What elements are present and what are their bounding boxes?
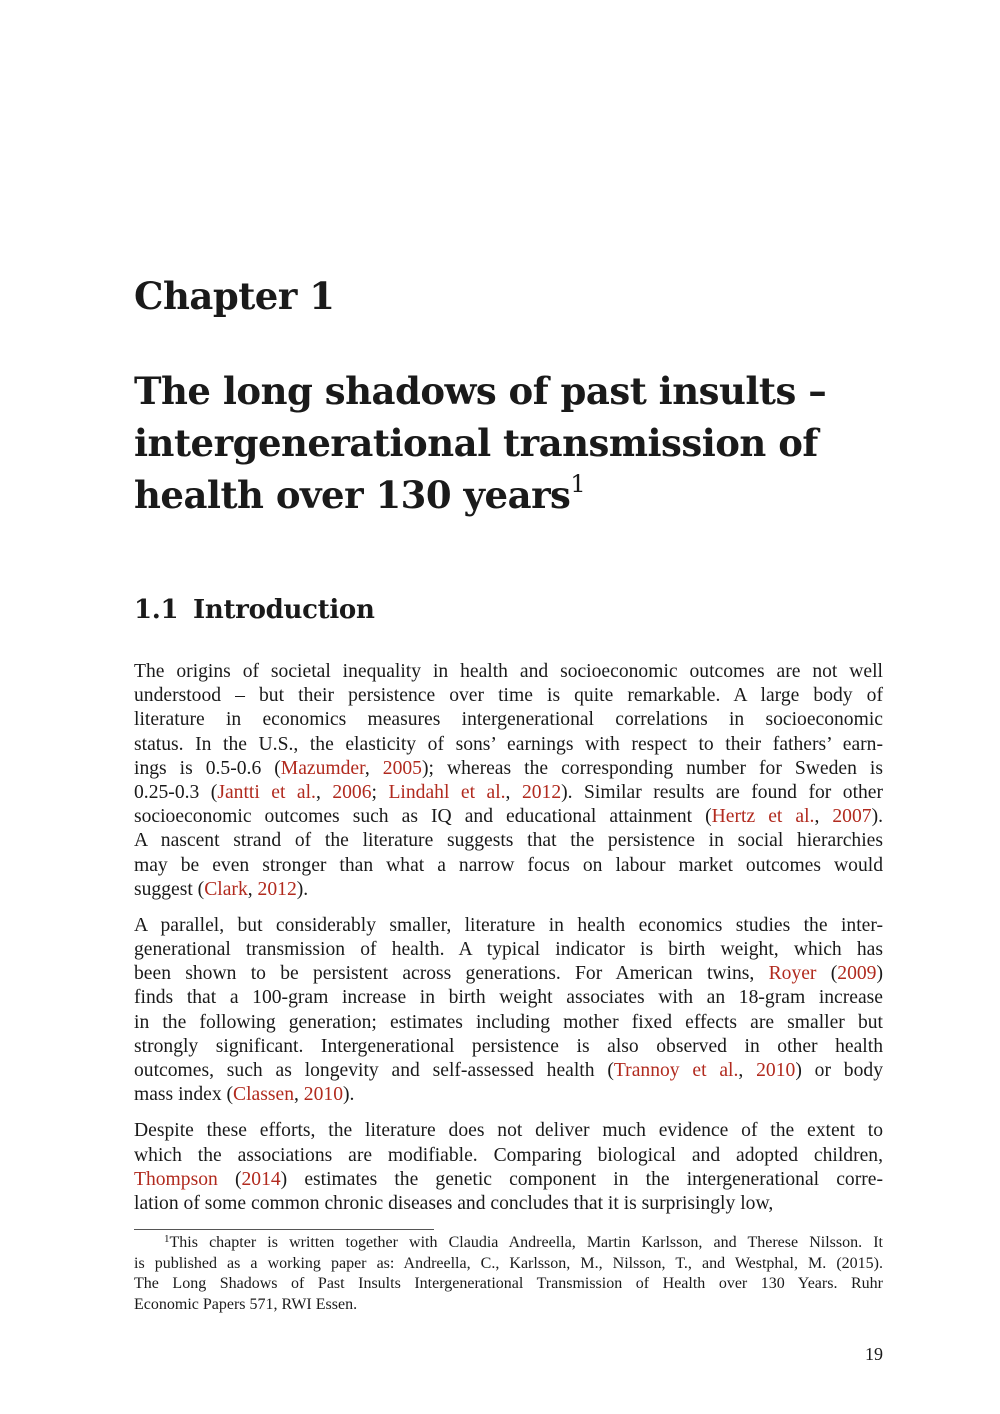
chapter-footnote-mark[interactable]: 1 bbox=[570, 470, 586, 498]
citation-link[interactable]: 2012 bbox=[257, 878, 297, 900]
citation-link[interactable]: 2009 bbox=[837, 963, 877, 985]
text-run: finds that a 100-gram increase in birth weight associates with an 18-gram increase bbox=[134, 987, 883, 1009]
text-run: 0.25-0.3 ( bbox=[134, 781, 218, 803]
citation-link[interactable]: 2010 bbox=[756, 1060, 796, 1081]
paragraph bbox=[134, 660, 883, 902]
text-line bbox=[134, 757, 883, 781]
chapter-title-line bbox=[134, 469, 883, 521]
paragraph bbox=[134, 914, 883, 1108]
text-run: , bbox=[364, 757, 383, 779]
text-line bbox=[134, 1083, 883, 1107]
text-line bbox=[134, 1059, 883, 1083]
citation-link[interactable]: Jantti et al. bbox=[217, 781, 316, 803]
text-line bbox=[134, 1119, 883, 1143]
footnote-divider bbox=[134, 1229, 434, 1230]
citation-link[interactable]: Royer bbox=[768, 963, 817, 985]
text-line bbox=[134, 1011, 883, 1035]
text-run: strongly significant. Intergenerational persistence is also observed in other health bbox=[134, 1035, 883, 1057]
paragraph bbox=[134, 1119, 883, 1216]
text-run: ). bbox=[342, 1084, 355, 1106]
text-run: , bbox=[247, 878, 258, 900]
section-heading bbox=[134, 592, 375, 628]
text-run: mass index ( bbox=[134, 1084, 234, 1106]
text-run: Despite these efforts, the literature does not deliver much evidence of the extent to bbox=[134, 1120, 883, 1142]
citation-link[interactable]: 2007 bbox=[832, 806, 872, 828]
text-run: may be even stronger than what a narrow focus on labour market outcomes would bbox=[134, 854, 883, 876]
text-run: , bbox=[294, 1084, 304, 1106]
citation-link[interactable]: 2005 bbox=[382, 757, 422, 779]
footnote-line bbox=[134, 1233, 883, 1254]
text-line bbox=[134, 684, 883, 708]
chapter-title-line: intergenerational transmission of bbox=[134, 421, 818, 465]
chapter-title-line-text: health over 130 years bbox=[134, 473, 571, 517]
citation-link[interactable]: Thompson bbox=[134, 1168, 218, 1190]
citation-link[interactable]: Lindahl et al. bbox=[388, 781, 506, 803]
text-run: lation of some common chronic diseases and concludes that it is surprisingly low, bbox=[134, 1192, 774, 1214]
text-line bbox=[134, 986, 883, 1010]
text-run: A parallel, but considerably smaller, literature in health economics studies the inter- bbox=[134, 914, 883, 936]
text-line bbox=[134, 878, 883, 902]
text-run: been shown to be persistent across generations. For American twins, bbox=[134, 963, 769, 985]
text-line bbox=[134, 1035, 883, 1059]
text-run: generational transmission of health. A typical indicator is birth weight, which has bbox=[134, 939, 883, 961]
footnote-line-text: This chapter is written together with Claudia Andreella, Martin Karlsson, and Therese Nilsson. It bbox=[169, 1234, 883, 1251]
text-run: ). bbox=[871, 806, 883, 828]
citation-link[interactable]: Classen bbox=[233, 1084, 294, 1106]
text-line bbox=[134, 781, 883, 805]
body-text bbox=[134, 660, 883, 1228]
citation-link[interactable]: Hertz et al. bbox=[711, 806, 815, 828]
text-run: ( bbox=[217, 1168, 242, 1190]
citation-link[interactable]: 2006 bbox=[332, 781, 372, 803]
text-run: ) bbox=[876, 963, 883, 985]
text-run: A nascent strand of the literature suggests that the persistence in social hierarchies bbox=[134, 830, 883, 852]
chapter-title bbox=[134, 365, 883, 521]
citation-link[interactable]: Clark bbox=[204, 878, 248, 900]
text-run: , bbox=[814, 806, 833, 828]
text-run: ). Similar results are found for other bbox=[561, 781, 884, 803]
text-run: suggest ( bbox=[134, 878, 205, 900]
text-line bbox=[134, 914, 883, 938]
text-run: outcomes, such as longevity and self-assessed health ( bbox=[134, 1060, 614, 1081]
text-run: in the following generation; estimates including mother fixed effects are smaller but bbox=[134, 1011, 883, 1033]
text-run: ) or body bbox=[795, 1060, 883, 1081]
text-run: ; bbox=[371, 781, 389, 803]
text-line bbox=[134, 962, 883, 986]
citation-link[interactable]: 2010 bbox=[303, 1084, 343, 1106]
citation-link[interactable]: Mazumder bbox=[280, 757, 365, 779]
text-run: socioeconomic outcomes such as IQ and educational attainment ( bbox=[134, 806, 712, 828]
text-line bbox=[134, 708, 883, 732]
page-number: 19 bbox=[865, 1344, 883, 1364]
text-line bbox=[134, 1168, 883, 1192]
footnote bbox=[134, 1233, 883, 1315]
text-run: ). bbox=[296, 878, 309, 900]
text-line bbox=[134, 854, 883, 878]
text-line bbox=[134, 938, 883, 962]
footnote-line: is published as a working paper as: Andreella, C., Karlsson, M., Nilsson, T., and Westphal, M. (2015). bbox=[134, 1254, 883, 1272]
footnote-mark: 1 bbox=[164, 1233, 170, 1245]
text-run: , bbox=[315, 781, 333, 803]
footnote-line: Economic Papers 571, RWI Essen. bbox=[134, 1295, 358, 1313]
text-line bbox=[134, 829, 883, 853]
text-run: ( bbox=[816, 963, 838, 985]
text-line bbox=[134, 660, 883, 684]
chapter-label: Chapter 1 bbox=[134, 274, 335, 318]
text-line bbox=[134, 1144, 883, 1168]
citation-link[interactable]: 2012 bbox=[521, 781, 562, 803]
section-number: 1.1 bbox=[134, 595, 179, 625]
text-run: ings is 0.5-0.6 ( bbox=[134, 757, 281, 779]
text-run: status. In the U.S., the elasticity of sons’ earnings with respect to their fathers’ earn- bbox=[134, 733, 883, 755]
text-line bbox=[134, 805, 883, 829]
text-run: which the associations are modifiable. Comparing biological and adopted children, bbox=[134, 1144, 883, 1166]
text-run: , bbox=[738, 1060, 757, 1081]
text-run: , bbox=[505, 781, 522, 803]
text-line bbox=[134, 733, 883, 757]
citation-link[interactable]: Trannoy et al. bbox=[613, 1060, 739, 1081]
text-run: understood – but their persistence over time is quite remarkable. A large body of bbox=[134, 685, 883, 707]
text-run: ) estimates the genetic component in the intergenerational corre- bbox=[280, 1168, 883, 1190]
citation-link[interactable]: 2014 bbox=[241, 1168, 281, 1190]
footnote-line: The Long Shadows of Past Insults Intergenerational Transmission of Health over 130 Years. Ruhr bbox=[134, 1275, 883, 1292]
text-run: literature in economics measures intergenerational correlations in socioeconomic bbox=[134, 709, 883, 731]
text-run: ); whereas the corresponding number for Sweden is bbox=[421, 757, 883, 779]
text-line bbox=[134, 1192, 883, 1216]
chapter-title-line: The long shadows of past insults – bbox=[134, 369, 827, 413]
section-title: Introduction bbox=[193, 595, 375, 625]
text-run: The origins of societal inequality in health and socioeconomic outcomes are not well bbox=[134, 661, 883, 682]
